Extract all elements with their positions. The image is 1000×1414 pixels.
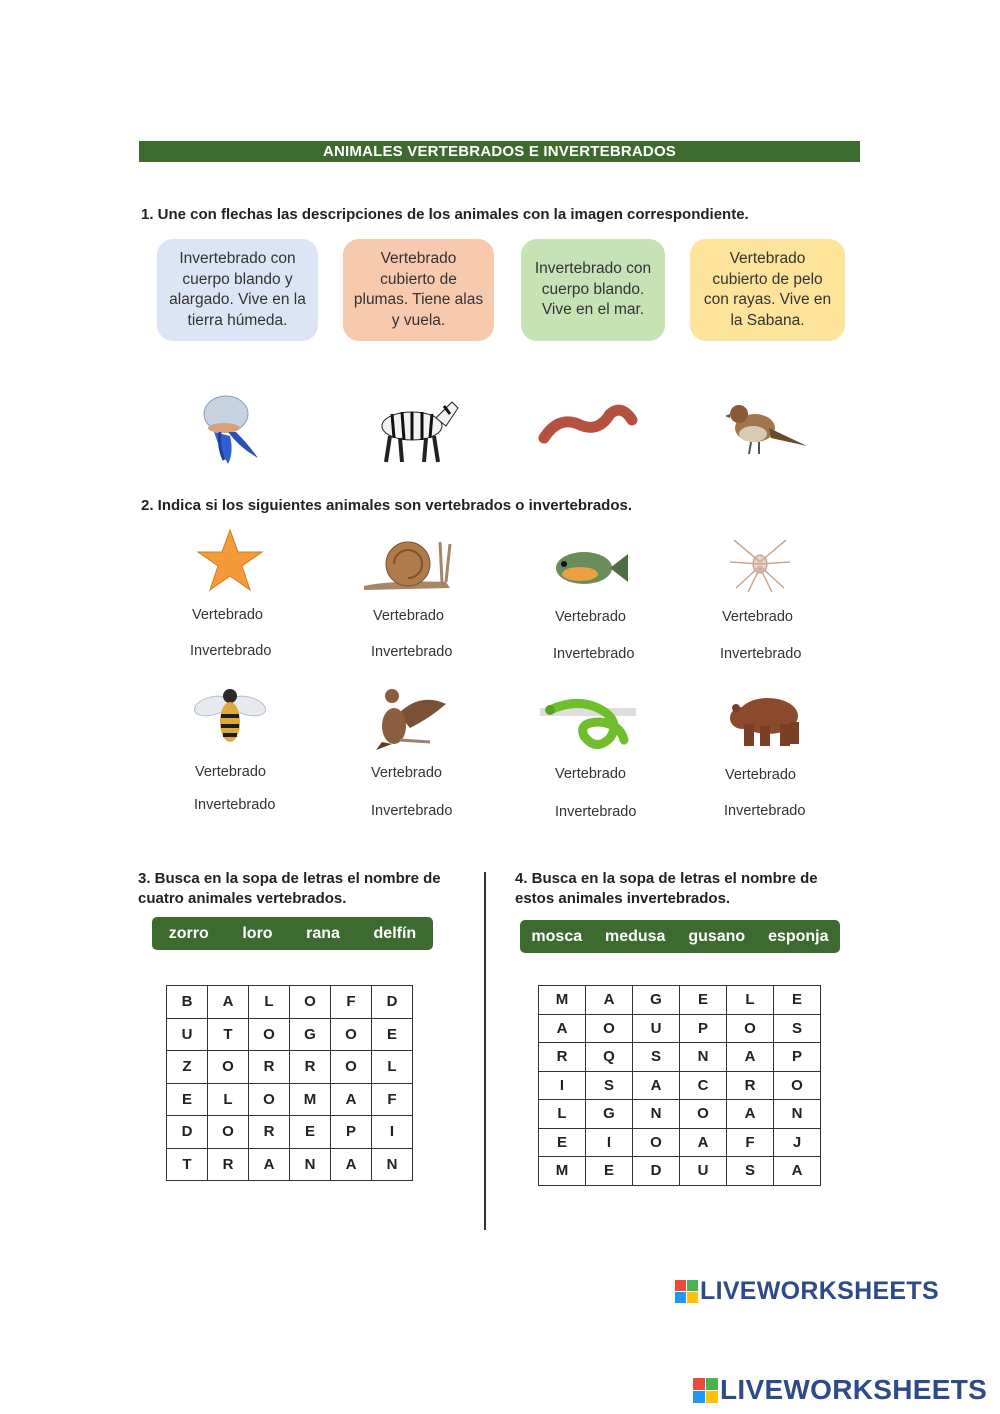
- letter-cell[interactable]: T: [208, 1018, 249, 1051]
- letter-cell[interactable]: A: [586, 986, 633, 1015]
- letter-cell[interactable]: O: [774, 1071, 821, 1100]
- bee-option-vertebrado[interactable]: Vertebrado: [195, 764, 266, 780]
- question-3-heading: 3. Busca en la sopa de letras el nombre de cuatro animales vertebrados.: [138, 870, 441, 907]
- word-bank-item: mosca: [531, 927, 583, 945]
- letter-cell[interactable]: N: [633, 1100, 680, 1129]
- letter-cell[interactable]: A: [633, 1071, 680, 1100]
- letter-cell[interactable]: O: [249, 1018, 290, 1051]
- snake-option-vertebrado[interactable]: Vertebrado: [555, 766, 626, 782]
- word-bank-item: rana: [306, 924, 340, 942]
- letter-cell[interactable]: D: [372, 986, 413, 1019]
- letter-cell[interactable]: S: [633, 1043, 680, 1072]
- sparrow-image[interactable]: [725, 398, 809, 458]
- starfish-option-invertebrado[interactable]: Invertebrado: [190, 643, 272, 659]
- letter-cell[interactable]: L: [727, 986, 774, 1015]
- snail-option-vertebrado[interactable]: Vertebrado: [373, 608, 444, 624]
- letter-cell[interactable]: O: [331, 1051, 372, 1084]
- letter-cell[interactable]: O: [331, 1018, 372, 1051]
- letter-cell[interactable]: F: [727, 1128, 774, 1157]
- letter-cell[interactable]: I: [372, 1116, 413, 1149]
- letter-cell[interactable]: J: [774, 1128, 821, 1157]
- letter-cell[interactable]: M: [539, 986, 586, 1015]
- letter-cell[interactable]: O: [586, 1014, 633, 1043]
- invertebrate-word-bank: [520, 920, 840, 953]
- letter-cell[interactable]: D: [167, 1116, 208, 1149]
- fish-option-invertebrado[interactable]: Invertebrado: [553, 646, 635, 662]
- word-bank-item: delfín: [373, 924, 417, 942]
- letter-cell[interactable]: N: [372, 1148, 413, 1181]
- letter-cell[interactable]: F: [372, 1083, 413, 1116]
- letter-cell[interactable]: U: [633, 1014, 680, 1043]
- letter-cell[interactable]: A: [331, 1083, 372, 1116]
- bear-option-vertebrado[interactable]: Vertebrado: [725, 767, 796, 783]
- letter-cell[interactable]: L: [208, 1083, 249, 1116]
- jellyfish-image[interactable]: [200, 392, 266, 468]
- letter-cell[interactable]: E: [680, 986, 727, 1015]
- letter-cell[interactable]: O: [290, 986, 331, 1019]
- letter-cell[interactable]: S: [727, 1157, 774, 1186]
- letter-cell[interactable]: Q: [586, 1043, 633, 1072]
- letter-cell[interactable]: P: [774, 1043, 821, 1072]
- letter-cell[interactable]: R: [727, 1071, 774, 1100]
- letter-cell[interactable]: R: [249, 1051, 290, 1084]
- letter-cell[interactable]: O: [208, 1051, 249, 1084]
- letter-cell[interactable]: O: [680, 1100, 727, 1129]
- column-divider: [484, 872, 486, 1230]
- letter-cell[interactable]: E: [539, 1128, 586, 1157]
- description-worm[interactable]: Invertebrado con cuerpo blando y alargado. Vive en la tierra húmeda.: [157, 239, 318, 341]
- letter-cell[interactable]: E: [290, 1116, 331, 1149]
- question-1-heading: 1. Une con flechas las descripciones de los animales con la imagen correspondiente.: [141, 206, 749, 223]
- letter-cell[interactable]: M: [290, 1083, 331, 1116]
- spider-option-vertebrado[interactable]: Vertebrado: [722, 609, 793, 625]
- letter-cell[interactable]: R: [249, 1116, 290, 1149]
- bird-option-vertebrado[interactable]: Vertebrado: [371, 765, 442, 781]
- letter-cell[interactable]: A: [208, 986, 249, 1019]
- fish-option-vertebrado[interactable]: Vertebrado: [555, 609, 626, 625]
- word-bank-item: loro: [242, 924, 273, 942]
- letter-cell[interactable]: P: [680, 1014, 727, 1043]
- letter-cell[interactable]: Z: [167, 1051, 208, 1084]
- letter-cell[interactable]: O: [727, 1014, 774, 1043]
- question-4-heading: 4. Busca en la sopa de letras el nombre de estos animales invertebrados.: [515, 870, 818, 907]
- letter-cell[interactable]: A: [680, 1128, 727, 1157]
- letter-cell[interactable]: L: [249, 986, 290, 1019]
- logo-text: LIVEWORKSHEETS: [700, 1277, 939, 1305]
- letter-cell[interactable]: E: [774, 986, 821, 1015]
- snail-image: [360, 534, 454, 592]
- fish-image: [550, 544, 630, 592]
- letter-cell[interactable]: L: [539, 1100, 586, 1129]
- letter-cell[interactable]: A: [331, 1148, 372, 1181]
- snake-image: [540, 690, 636, 752]
- letter-cell[interactable]: C: [680, 1071, 727, 1100]
- letter-cell[interactable]: N: [290, 1148, 331, 1181]
- worksheet-title: ANIMALES VERTEBRADOS E INVERTEBRADOS: [139, 141, 860, 162]
- letter-cell[interactable]: R: [208, 1148, 249, 1181]
- letter-cell[interactable]: D: [633, 1157, 680, 1186]
- letter-cell[interactable]: P: [331, 1116, 372, 1149]
- letter-cell[interactable]: U: [167, 1018, 208, 1051]
- spider-option-invertebrado[interactable]: Invertebrado: [720, 646, 802, 662]
- letter-cell[interactable]: O: [249, 1083, 290, 1116]
- letter-cell[interactable]: R: [539, 1043, 586, 1072]
- bear-image: [724, 688, 804, 750]
- description-jellyfish[interactable]: Invertebrado con cuerpo blando. Vive en el mar.: [521, 239, 665, 341]
- letter-cell[interactable]: I: [539, 1071, 586, 1100]
- letter-cell[interactable]: B: [167, 986, 208, 1019]
- letter-cell[interactable]: E: [586, 1157, 633, 1186]
- letter-cell[interactable]: O: [208, 1116, 249, 1149]
- letter-cell[interactable]: M: [539, 1157, 586, 1186]
- liveworksheets-logo: [675, 1277, 939, 1306]
- snail-option-invertebrado[interactable]: Invertebrado: [371, 644, 453, 660]
- letter-cell[interactable]: N: [774, 1100, 821, 1129]
- letter-cell[interactable]: A: [727, 1100, 774, 1129]
- starfish-option-vertebrado[interactable]: Vertebrado: [192, 607, 263, 623]
- letter-cell[interactable]: R: [290, 1051, 331, 1084]
- description-bird[interactable]: Vertebrado cubierto de plumas. Tiene alas y vuela.: [343, 239, 494, 341]
- letter-cell[interactable]: A: [774, 1157, 821, 1186]
- letter-cell[interactable]: O: [633, 1128, 680, 1157]
- letter-cell[interactable]: G: [633, 986, 680, 1015]
- bear-option-invertebrado[interactable]: Invertebrado: [724, 803, 806, 819]
- letter-cell[interactable]: F: [331, 986, 372, 1019]
- liveworksheets-mark-icon: [693, 1378, 718, 1403]
- zebra-image[interactable]: [372, 394, 462, 466]
- worm-image[interactable]: [538, 398, 638, 450]
- word-bank-item: esponja: [768, 927, 829, 945]
- letter-cell[interactable]: A: [727, 1043, 774, 1072]
- word-bank-item: medusa: [604, 927, 666, 945]
- letter-cell[interactable]: S: [774, 1014, 821, 1043]
- word-bank-item: zorro: [168, 924, 209, 942]
- snake-option-invertebrado[interactable]: Invertebrado: [555, 804, 637, 820]
- word-bank-item: gusano: [688, 927, 746, 945]
- logo-text: LIVEWORKSHEETS: [720, 1374, 988, 1405]
- letter-cell[interactable]: E: [167, 1083, 208, 1116]
- bee-option-invertebrado[interactable]: Invertebrado: [194, 797, 276, 813]
- letter-cell[interactable]: G: [586, 1100, 633, 1129]
- liveworksheets-mark-icon: [675, 1280, 698, 1303]
- liveworksheets-footer-logo: [693, 1374, 987, 1406]
- description-zebra[interactable]: Vertebrado cubierto de pelo con rayas. Vive en la Sabana.: [690, 239, 845, 341]
- vertebrate-word-bank: [152, 917, 433, 950]
- letter-cell[interactable]: N: [680, 1043, 727, 1072]
- letter-cell[interactable]: T: [167, 1148, 208, 1181]
- letter-cell[interactable]: A: [539, 1014, 586, 1043]
- spider-image: [730, 534, 790, 592]
- letter-cell[interactable]: I: [586, 1128, 633, 1157]
- letter-cell[interactable]: L: [372, 1051, 413, 1084]
- bird-image: [370, 684, 450, 752]
- question-2-heading: 2. Indica si los siguientes animales son vertebrados o invertebrados.: [141, 497, 633, 514]
- letter-cell[interactable]: A: [249, 1148, 290, 1181]
- word-search-grid-invertebrates: [538, 985, 821, 1186]
- word-search-grid-vertebrates: [166, 985, 413, 1181]
- letter-cell[interactable]: U: [680, 1157, 727, 1186]
- starfish-image: [196, 528, 264, 592]
- letter-cell[interactable]: S: [586, 1071, 633, 1100]
- letter-cell[interactable]: G: [290, 1018, 331, 1051]
- bird-option-invertebrado[interactable]: Invertebrado: [371, 803, 453, 819]
- bee-image: [192, 680, 268, 746]
- letter-cell[interactable]: E: [372, 1018, 413, 1051]
